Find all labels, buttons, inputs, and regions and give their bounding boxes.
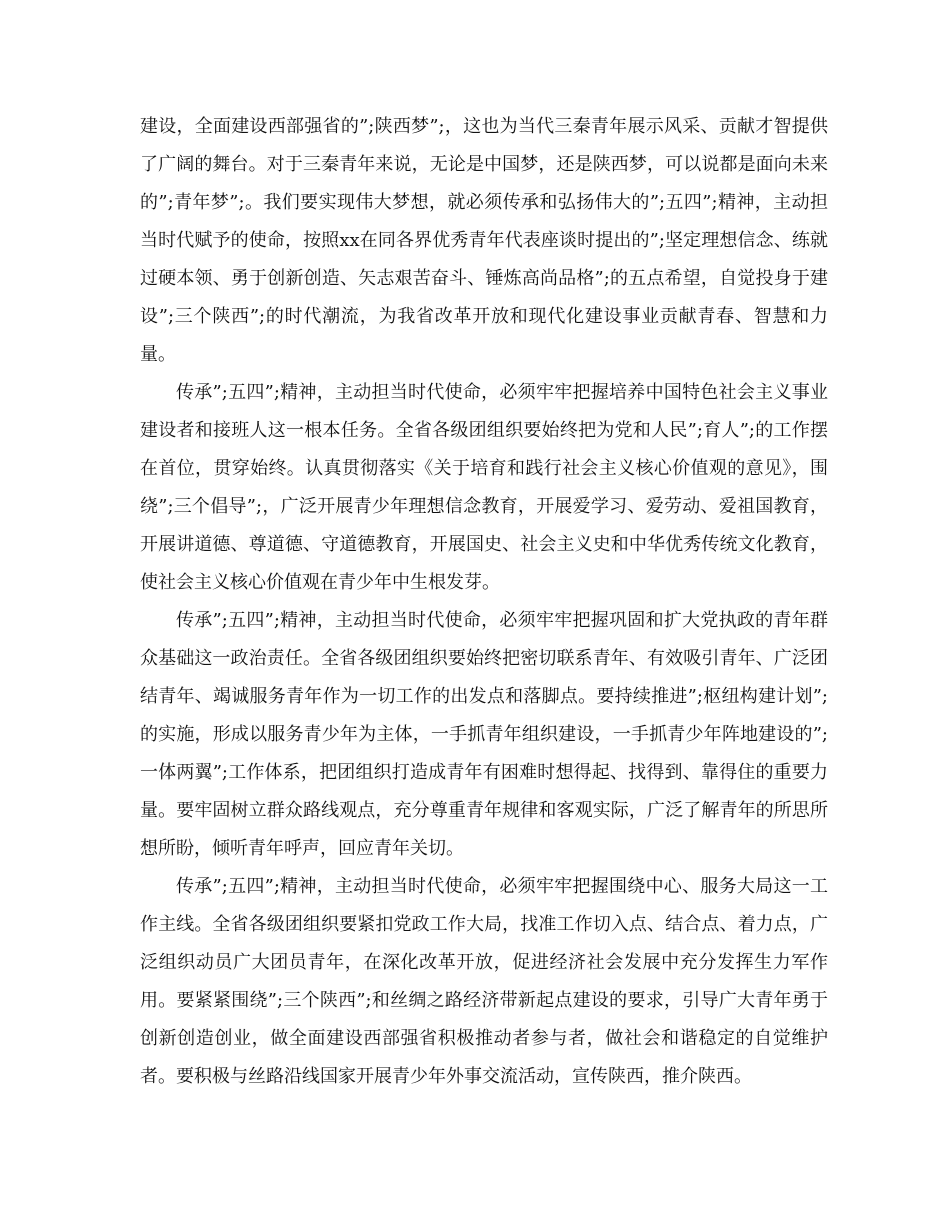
paragraph-3: 传承”;五四”;精神，主动担当时代使命，必须牢牢把握巩固和扩大党执政的青年群众基础这一政治责任。全省各级团组织要始终把密切联系青年、有效吸引青年、广泛团结青年、竭诚服务青年作为一切工作的出发点和落脚点。要持续推进”;枢纽构建计划”;的实施，形成以服务青少年为主体，一手抓青年组织建设，一手抓青少年阵地建设的”;一体两翼”;工作体系，把团组织打造成青年有困难时想得起、找得到、靠得住的重要力量。要牢固树立群众路线观点，充分尊重青年规律和客观实际，广泛了解青年的所思所想所盼，倾听青年呼声，回应青年关切。	[140, 610, 828, 859]
document-body	[140, 108, 828, 1096]
paragraph-4: 传承”;五四”;精神，主动担当时代使命，必须牢牢把握围绕中心、服务大局这一工作主线。全省各级团组织要紧扣党政工作大局，找准工作切入点、结合点、着力点，广泛组织动员广大团员青年，在深化改革开放，促进经济社会发展中充分发挥生力军作用。要紧紧围绕”;三个陕西”;和丝绸之路经济带新起点建设的要求，引导广大青年勇于创新创造创业，做全面建设西部强省积极推动者参与者，做社会和谐稳定的自觉维护者。要积极与丝路沿线国家开展青少年外事交流活动，宣传陕西，推介陕西。	[140, 876, 828, 1087]
paragraph-2: 传承”;五四”;精神，主动担当时代使命，必须牢牢把握培养中国特色社会主义事业建设者和接班人这一根本任务。全省各级团组织要始终把为党和人民”;育人”;的工作摆在首位，贯穿始终。认真贯彻落实《关于培育和践行社会主义核心价值观的意见》，围绕”;三个倡导”;，广泛开展青少年理想信念教育，开展爱学习、爱劳动、爱祖国教育，开展讲道德、尊道德、守道德教育，开展国史、社会主义史和中华优秀传统文化教育，使社会主义核心价值观在青少年中生根发芽。	[140, 382, 828, 593]
paragraph-1: 建设，全面建设西部强省的”;陕西梦”;，这也为当代三秦青年展示风采、贡献才智提供了广阔的舞台。对于三秦青年来说，无论是中国梦，还是陕西梦，可以说都是面向未来的”;青年梦”;。我们要实现伟大梦想，就必须传承和弘扬伟大的”;五四”;精神，主动担当时代赋予的使命，按照xx在同各界优秀青年代表座谈时提出的”;坚定理想信念、练就过硬本领、勇于创新创造、矢志艰苦奋斗、锤炼高尚品格”;的五点希望，自觉投身于建设”;三个陕西”;的时代潮流，为我省改革开放和现代化建设事业贡献青春、智慧和力量。	[140, 116, 828, 365]
